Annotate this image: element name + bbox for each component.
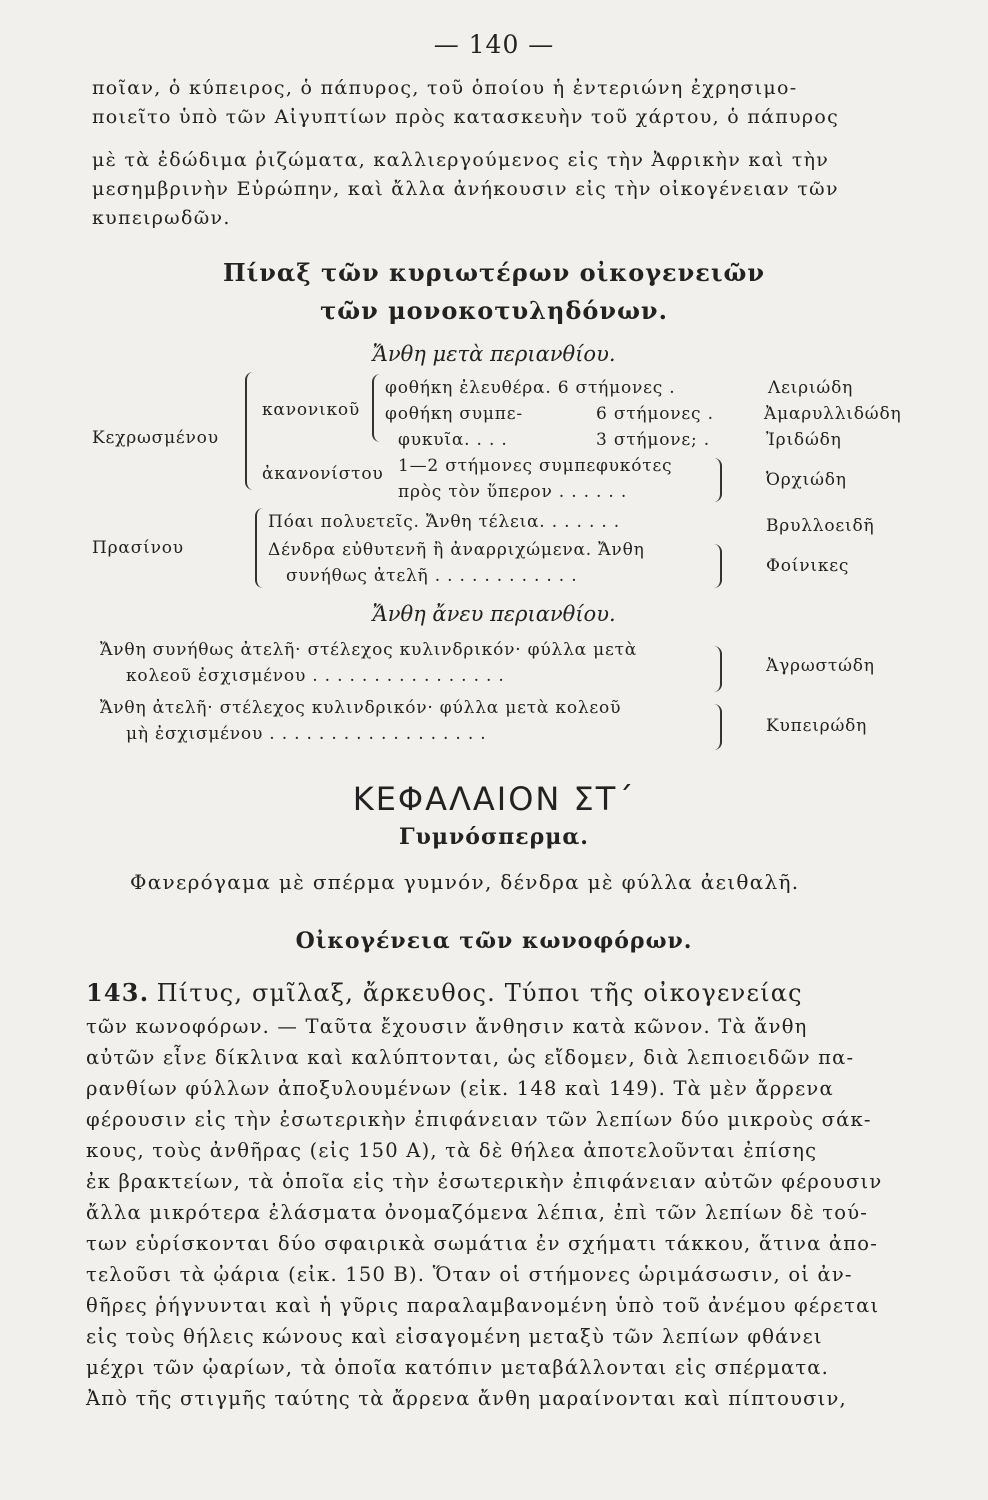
chapter-description: Φανερόγαμα μὲ σπέρμα γυμνόν, δένδρα μὲ φύλλα ἀειθαλῆ.: [130, 870, 800, 894]
row-text: 1—2 στήμονες συμπεφυκότες: [398, 456, 673, 476]
family-name: Λειριώδη: [768, 378, 854, 398]
brace: [712, 458, 722, 502]
section-lead: Πίτυς, σμῖλαξ, ἄρκευθος. Τύποι τῆς οἰκογενείας: [156, 979, 803, 1007]
family-name: Ἀμαρυλλιδώδη: [764, 404, 902, 424]
brace: [712, 704, 722, 750]
table-subtitle: Ἄνθη ἄνευ περιανθίου.: [372, 602, 616, 626]
row-text: συνήθως ἀτελῆ . . . . . . . . . . . .: [286, 566, 578, 586]
brace: [245, 372, 255, 490]
family-name: Φοίνικες: [766, 556, 850, 576]
family-name: Ἰριδώδη: [766, 430, 842, 450]
section-first-line: [86, 978, 946, 1010]
subgroup-label: κανονικοῦ: [262, 400, 361, 420]
family-name: Κυπειρώδη: [766, 716, 868, 736]
brace: [712, 544, 722, 588]
body-line: αὐτῶν εἶνε δίκλινα καὶ καλύπτονται, ὡς εἴδομεν, διὰ λεπιοειδῶν πα-: [86, 1046, 855, 1069]
intro-line: ποῖαν, ὁ κύπειρος, ὁ πάπυρος, τοῦ ὁποίου ἡ ἐντεριώνη ἐχρησιμο-: [92, 77, 798, 99]
row-text: Πόαι πολυετεῖς. Ἄνθη τέλεια. . . . . . .: [268, 512, 620, 532]
row-text: Ἄνθη ἀτελῆ· στέλεχος κυλινδρικόν· φύλλα μετὰ κολεοῦ: [100, 698, 622, 718]
table-subtitle: Ἄνθη μετὰ περιανθίου.: [372, 342, 616, 366]
row-text: μὴ ἐσχισμένου . . . . . . . . . . . . . . . . . .: [126, 724, 487, 744]
family-name: Ὀρχιώδη: [766, 470, 847, 490]
row-text: Ἄνθη συνήθως ἀτελῆ· στέλεχος κυλινδρικόν· φύλλα μετὰ: [100, 640, 638, 660]
section-number: 143.: [86, 978, 150, 1007]
intro-line: μὲ τὰ ἐδώδιμα ῥιζώματα, καλλιεργούμενος εἰς τὴν Ἀφρικὴν καὶ τὴν: [92, 149, 830, 171]
subgroup-label: ἀκανονίστου: [262, 464, 384, 484]
row-text: 6 στήμονες .: [596, 404, 714, 424]
body-line: θῆρες ῥήγνυνται καὶ ἡ γῦρις παραλαμβανομένη ὑπὸ τοῦ ἀνέμου φέρεται: [86, 1294, 880, 1317]
family-name: Ἀγρωστώδη: [766, 656, 875, 676]
table-title: τῶν μονοκοτυληδόνων.: [320, 296, 668, 325]
intro-line: μεσημβρινὴν Εὐρώπην, καὶ ἄλλα ἀνήκουσιν εἰς τὴν οἰκογένειαν τῶν: [92, 178, 839, 200]
body-line: εἰς τοὺς θήλεις κώνους καὶ εἰσαγομένη μεταξὺ τῶν λεπίων φθάνει: [86, 1325, 823, 1348]
row-text: κολεοῦ ἐσχισμένου . . . . . . . . . . . . . . . .: [126, 666, 505, 686]
table-title: Πίναξ τῶν κυριωτέρων οἰκογενειῶν: [222, 258, 765, 287]
brace: [255, 508, 265, 588]
brace: [712, 646, 722, 692]
intro-line: κυπειρωδῶν.: [92, 207, 231, 229]
page-number: — 140 —: [433, 30, 555, 59]
brace: [372, 374, 382, 442]
row-text: φοθήκη συμπε-: [385, 404, 523, 424]
body-line: φέρουσιν εἰς τὴν ἐσωτερικὴν ἐπιφάνειαν τῶν λεπίων δύο μικροὺς σάκ-: [86, 1108, 872, 1131]
body-line: ρανθίων φύλλων ἀποξυλουμένων (εἰκ. 148 καὶ 149). Τὰ μὲν ἄρρενα: [86, 1077, 834, 1100]
family-heading: Οἰκογένεια τῶν κωνοφόρων.: [295, 928, 693, 954]
body-line: των εὑρίσκονται δύο σφαιρικὰ σωμάτια ἐν σχήματι τάκκου, ἅτινα ἀπο-: [86, 1232, 878, 1255]
intro-line: ποιεῖτο ὑπὸ τῶν Αἰγυπτίων πρὸς κατασκευὴν τοῦ χάρτου, ὁ πάπυρος: [92, 106, 840, 128]
group-label: Κεχρωσμένου: [92, 428, 219, 448]
body-line: Ἀπὸ τῆς στιγμῆς ταύτης τὰ ἄρρενα ἄνθη μαραίνονται καὶ πίπτουσιν,: [86, 1387, 847, 1410]
body-line: ἐκ βρακτείων, τὰ ὁποῖα εἰς τὴν ἐσωτερικὴν ἐπιφάνειαν αὐτῶν φέρουσιν: [86, 1170, 883, 1193]
row-text: 3 στήμονε; .: [596, 430, 710, 450]
chapter-subheading: Γυμνόσπερμα.: [399, 824, 589, 850]
body-line: τελοῦσι τὰ ᾠάρια (εἰκ. 150 Β). Ὅταν οἱ στήμονες ὡριμάσωσιν, οἱ ἀν-: [86, 1263, 853, 1286]
group-label: Πρασίνου: [92, 538, 184, 558]
row-text: πρὸς τὸν ὕπερον . . . . . .: [398, 482, 628, 502]
chapter-heading: ΚΕΦΑΛΑΙΟΝ ΣΤ΄: [352, 780, 636, 818]
body-line: ἄλλα μικρότερα ἐλάσματα ὀνομαζόμενα λέπια, ἐπὶ τῶν λεπίων δὲ τού-: [86, 1201, 869, 1224]
row-text: Δένδρα εὐθυτενῆ ἢ ἀναρριχώμενα. Ἄνθη: [268, 540, 645, 560]
body-line: μέχρι τῶν ᾠαρίων, τὰ ὁποῖα κατόπιν μεταβάλλονται εἰς σπέρματα.: [86, 1356, 830, 1379]
body-line: τῶν κωνοφόρων. — Ταῦτα ἔχουσιν ἄνθησιν κατὰ κῶνον. Τὰ ἄνθη: [86, 1015, 808, 1038]
row-text: φοθήκη ἐλευθέρα. 6 στήμονες .: [385, 378, 676, 398]
body-line: κους, τοὺς ἀνθῆρας (εἰς 150 Α), τὰ δὲ θήλεα ἀποτελοῦνται ἐπίσης: [86, 1139, 818, 1162]
family-name: Βρυλλοειδῆ: [766, 516, 875, 536]
row-text: φυκυῖα. . . .: [398, 430, 508, 450]
